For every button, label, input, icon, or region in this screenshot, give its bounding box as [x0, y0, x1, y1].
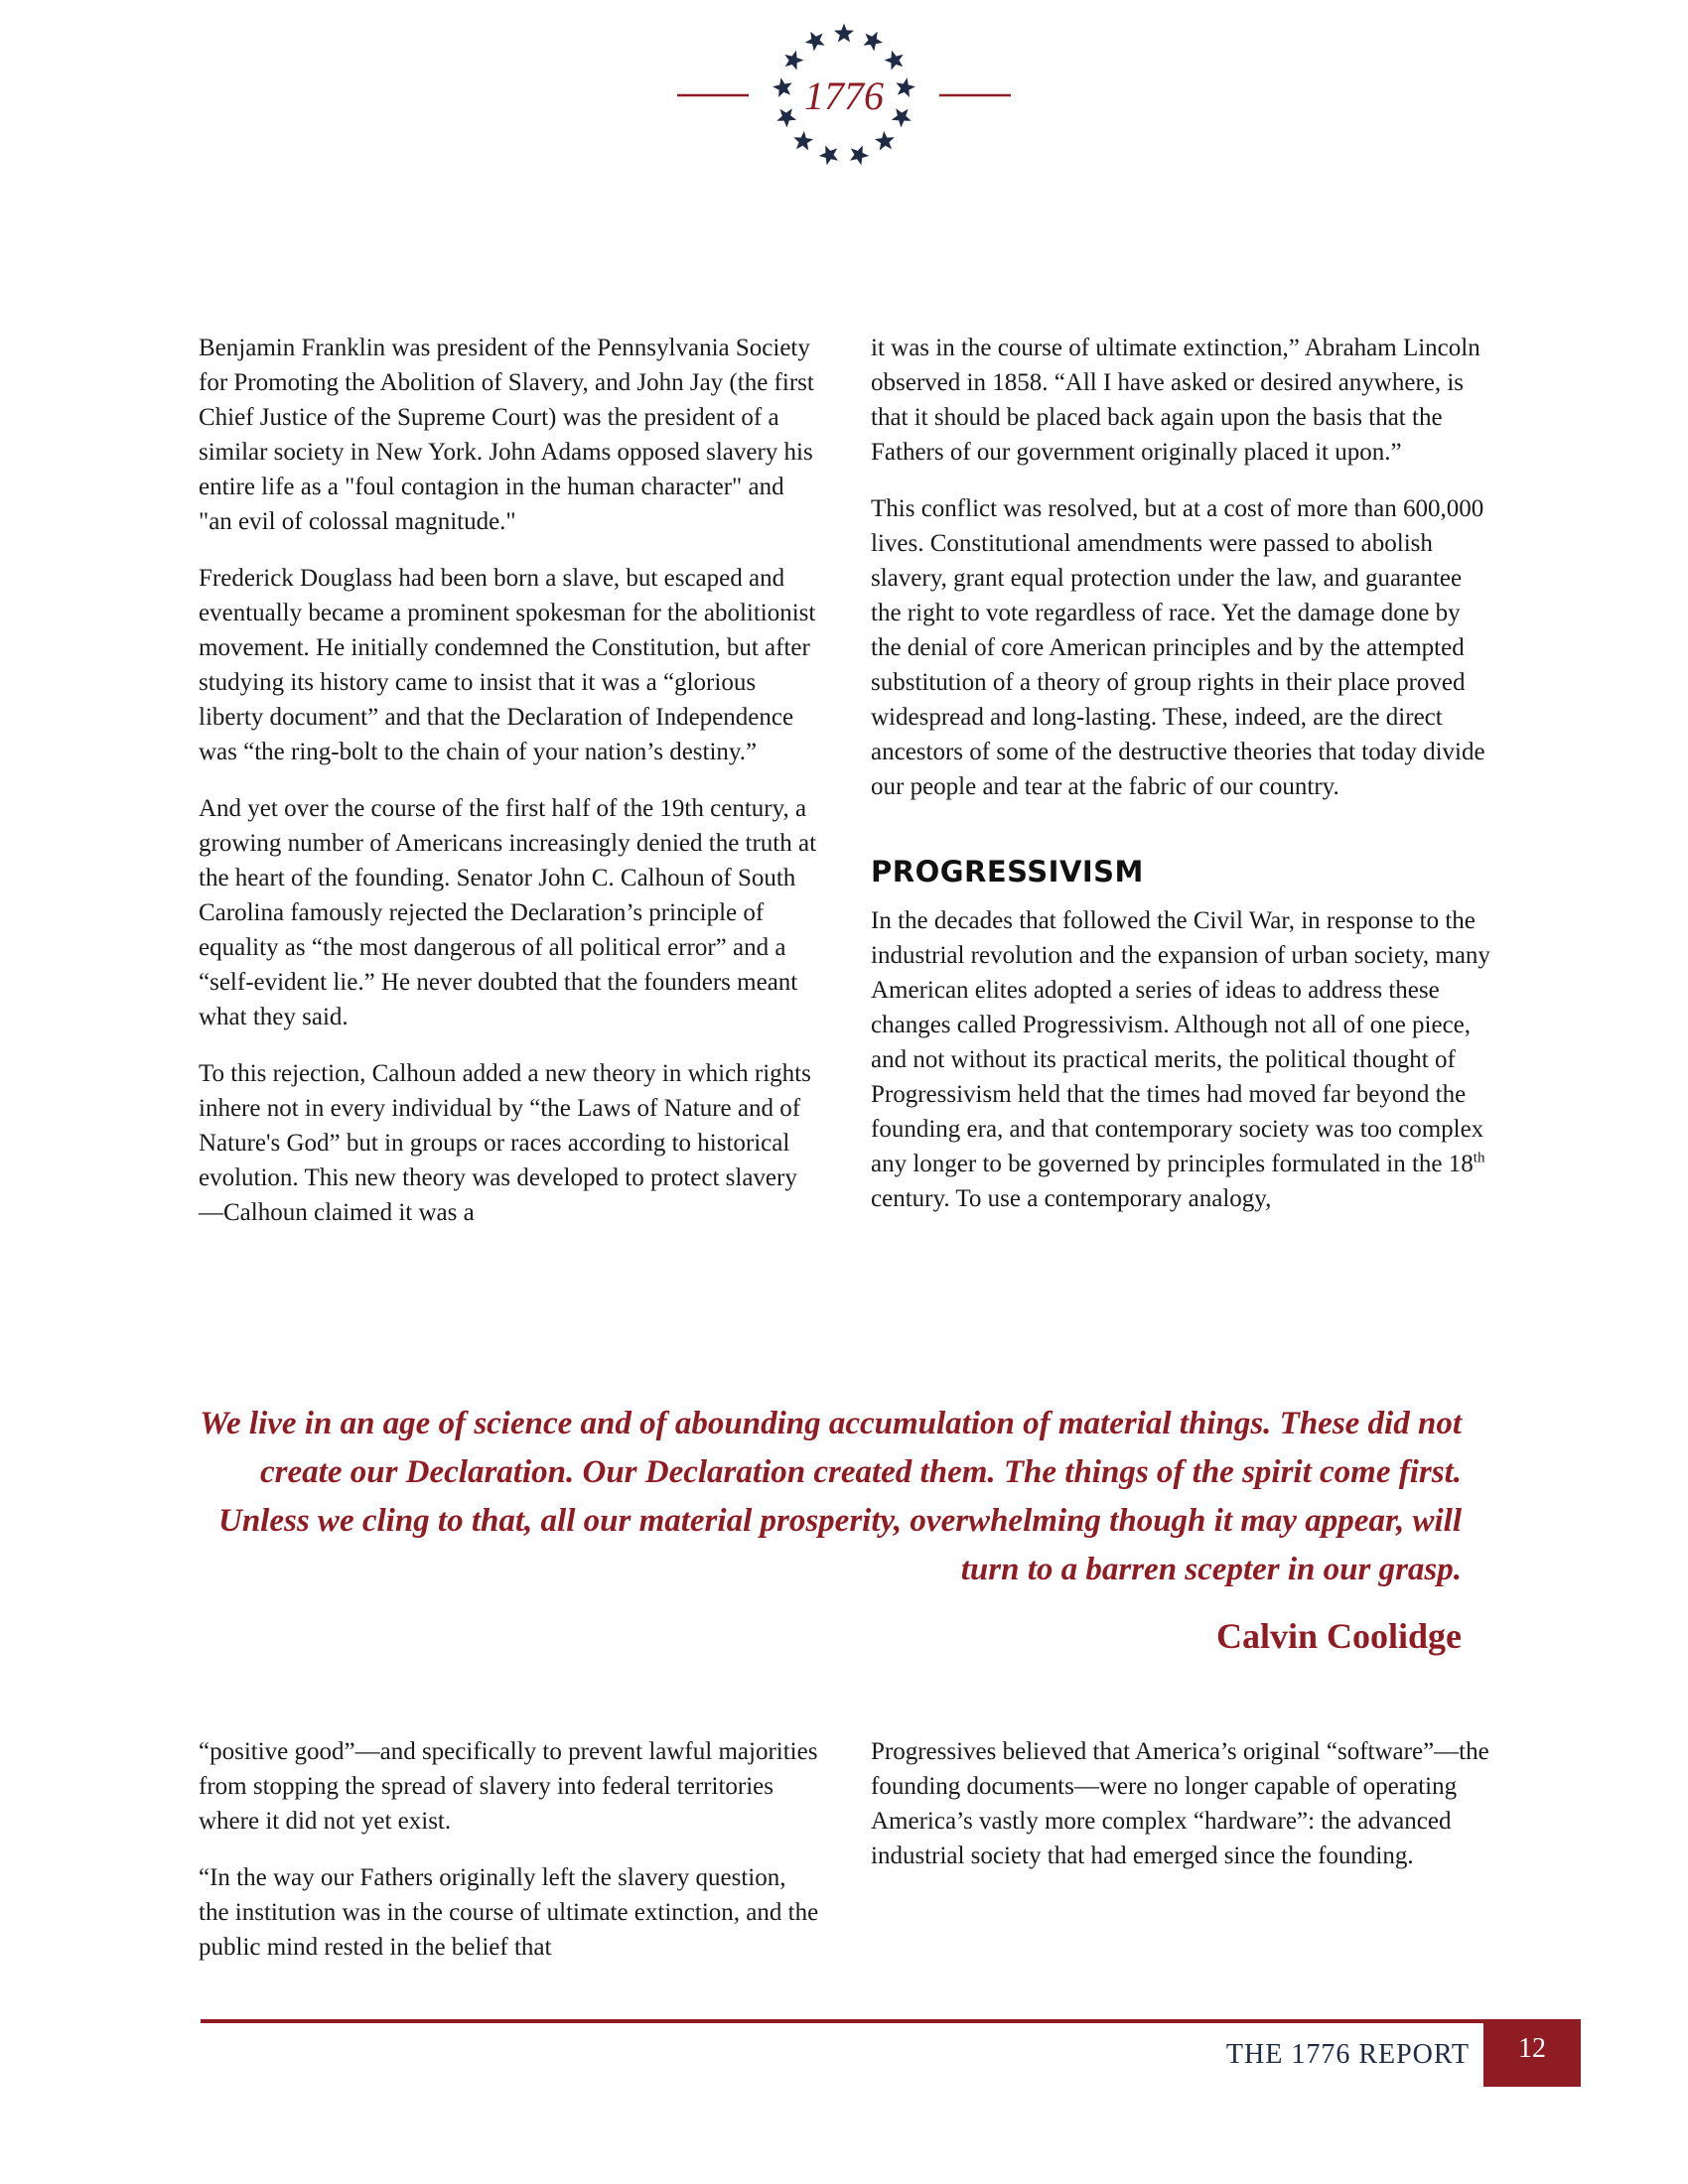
star-icon	[793, 131, 813, 151]
paragraph: Benjamin Franklin was president of the Pennsylvania Society for Promoting the Abolition of Slavery, and John Jay (the first Chief Justice of the Supreme Court) was the president of a similar society in New York. John Adams opposed slavery his entire life as a "foul contagion in the human character" and "an evil of colossal magnitude."	[199, 335, 814, 535]
paragraph: it was in the course of ultimate extinction,” Abraham Lincoln observed in 1858. “All I have asked or desired anywhere, is that it should be placed back again upon the basis that the Fathers of our government originally placed it upon.”	[871, 335, 1480, 466]
star-icon	[875, 131, 895, 151]
paragraph: Frederick Douglass had been born a slave, but escaped and eventually became a prominent spokesman for the abolitionist movement. He initially condemned the Constitution, but after studying its history came to insist that it was a “glorious liberty document” and that the Declaration of Independence was “the ring-bolt to the chain of your nation’s destiny.”	[199, 565, 816, 765]
paragraph: To this rejection, Calhoun added a new theory in which rights inhere not in every individual by “the Laws of Nature and of Nature's God” but in groups or races according to historical evolution. This new theory was developed to protect slavery—Calhoun claimed it was a	[199, 1060, 811, 1226]
column-bottom-left	[199, 1734, 819, 1986]
star-icon	[892, 108, 912, 127]
column-bottom-right	[871, 1734, 1491, 1895]
quote-author: Calvin Coolidge	[1215, 1616, 1462, 1656]
page-number: 12	[1518, 2033, 1546, 2064]
paragraph: “In the way our Fathers originally left the slavery question, the institution was in the course of ultimate extinction, and the public mind rested in the belief that	[199, 1864, 819, 1961]
star-icon	[863, 32, 883, 52]
paragraph: This conflict was resolved, but at a cost of more than 600,000 lives. Constitutional amendments were passed to abolish slavery, grant equal protection under the law, and guarantee the right to vote regardless of race. Yet the damage done by the denial of core American principles and by the attempted substitution of a theory of group rights in their place proved widespread and long-lasting. These, indeed, are the direct ancestors of some of the destructive theories that today divide our people and tear at the fabric of our country.	[871, 495, 1485, 800]
superscript: th	[1473, 1150, 1485, 1166]
star-icon	[885, 51, 904, 70]
star-icon	[819, 145, 838, 165]
footer-title: THE 1776 REPORT	[1225, 2039, 1470, 2070]
star-icon	[850, 145, 869, 165]
column-top-left	[199, 331, 819, 1252]
star-icon	[896, 77, 915, 97]
paragraph: Progressives believed that America’s original “software”—the founding documents—were no longer capable of operating America’s vastly more complex “hardware”: the advanced industrial society that had emerged since the founding.	[871, 1738, 1489, 1869]
pull-quote: We live in an age of science and of abounding accumulation of material things. These did not create our Declaration. Our Declaration created them. The things of the spirit come first. Unless we cling to that, all our material prosperity, overwhelming though it may appear, will turn to a barren scepter in our grasp.	[200, 1406, 1462, 1587]
paragraph	[871, 903, 1491, 1216]
star-icon	[805, 32, 825, 52]
star-icon	[773, 77, 792, 97]
logo-text: 1776	[804, 73, 884, 118]
section-heading: PROGRESSIVISM	[871, 855, 1144, 888]
footer-rule	[201, 2019, 1581, 2023]
star-icon	[784, 51, 803, 70]
paragraph-text: century. To use a contemporary analogy,	[871, 1185, 1272, 1212]
paragraph-text: In the decades that followed the Civil War, in response to the industrial revolution and the expansion of urban society, many American elites adopted a series of ideas to address these changes called Progressivism. Although not all of one piece, and not without its practical merits, the political thought of Progressivism held that the times had moved far beyond the founding era, and that contemporary society was too complex any longer to be governed by principles formulated in the 18	[871, 907, 1490, 1177]
column-top-right	[871, 331, 1491, 1238]
logo-1776	[667, 22, 1021, 191]
star-icon	[834, 24, 854, 43]
paragraph: And yet over the course of the first half of the 19th century, a growing number of Americans increasingly denied the truth at the heart of the founding. Senator John C. Calhoun of South Carolina famously rejected the Declaration’s principle of equality as “the most dangerous of all political error” and a “self-evident lie.” He never doubted that the founders meant what they said.	[199, 795, 817, 1030]
star-icon	[776, 108, 796, 127]
paragraph: “positive good”—and specifically to prevent lawful majorities from stopping the spread of slavery into federal territories where it did not yet exist.	[199, 1738, 818, 1835]
